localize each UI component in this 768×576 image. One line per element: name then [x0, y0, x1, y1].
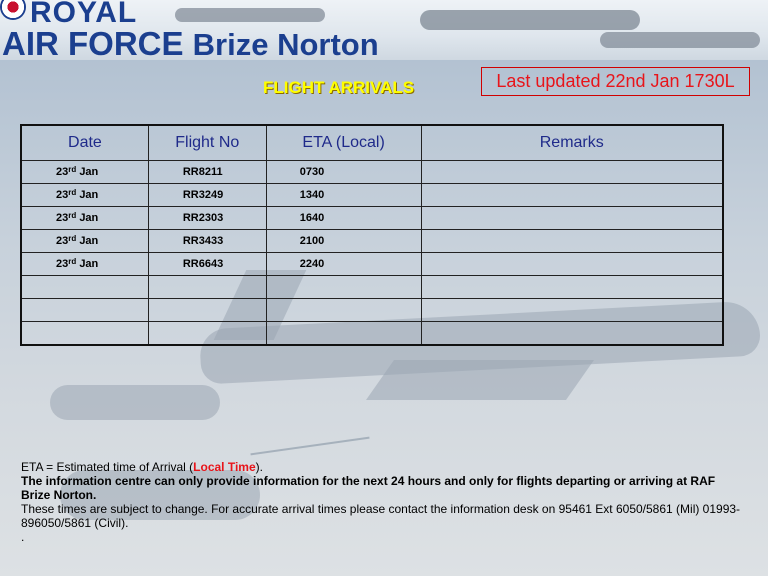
logo-air-force-text: AIR FORCE	[2, 25, 184, 60]
empty-cell	[148, 299, 266, 322]
date-suffix: rd	[68, 257, 77, 266]
remarks-cell	[421, 161, 723, 184]
footer-notes	[21, 460, 741, 544]
date-day: 23	[56, 189, 69, 201]
date-month: Jan	[79, 235, 99, 247]
date-cell	[21, 253, 148, 276]
empty-table-row	[21, 299, 723, 322]
column-header-eta: ETA (Local)	[266, 125, 421, 161]
table-body	[21, 161, 723, 346]
contact-note: These times are subject to change. For accurate arrival times please contact the information desk on 95461 Ext 6050/5861 (Mil) 01993-896050/5861 (Civil).	[21, 502, 741, 530]
empty-cell	[148, 276, 266, 299]
last-updated-box: Last updated 22nd Jan 1730L	[481, 67, 750, 96]
flight-no-cell: RR3249	[148, 184, 266, 207]
eta-cell: 0730	[266, 161, 421, 184]
table-row	[21, 230, 723, 253]
eta-definition-end: ).	[255, 460, 263, 474]
fighter-jet-upper	[50, 385, 220, 420]
date-day: 23	[56, 235, 69, 247]
eta-cell: 1640	[266, 207, 421, 230]
trailing-dot: .	[21, 530, 25, 544]
empty-cell	[421, 276, 723, 299]
empty-cell	[148, 322, 266, 346]
tanker-aircraft-wing	[366, 360, 594, 400]
header-banner	[0, 0, 768, 60]
date-month: Jan	[79, 166, 99, 178]
date-suffix: rd	[68, 165, 77, 174]
flight-no-cell: RR6643	[148, 253, 266, 276]
eta-definition	[21, 460, 741, 474]
date-suffix: rd	[68, 211, 77, 220]
logo-royal: ROYAL	[30, 0, 138, 29]
header-aircraft-3	[600, 32, 760, 48]
page-title: FLIGHT ARRIVALS	[263, 78, 415, 97]
date-cell	[21, 207, 148, 230]
date-month: Jan	[79, 212, 99, 224]
flight-no-cell: RR3433	[148, 230, 266, 253]
date-cell	[21, 161, 148, 184]
empty-cell	[421, 322, 723, 346]
eta-cell: 2240	[266, 253, 421, 276]
eta-cell: 2100	[266, 230, 421, 253]
remarks-cell	[421, 253, 723, 276]
date-month: Jan	[79, 258, 99, 270]
logo-place: Brize Norton	[192, 27, 379, 60]
empty-cell	[21, 276, 148, 299]
table-row	[21, 184, 723, 207]
flight-no-cell: RR8211	[148, 161, 266, 184]
column-header-remarks: Remarks	[421, 125, 723, 161]
table-row	[21, 207, 723, 230]
date-suffix: rd	[68, 234, 77, 243]
empty-cell	[21, 322, 148, 346]
eta-cell: 1340	[266, 184, 421, 207]
column-header-date: Date	[21, 125, 148, 161]
table-row	[21, 253, 723, 276]
header-aircraft-2	[420, 10, 640, 30]
empty-table-row	[21, 322, 723, 346]
column-header-flight-no: Flight No	[148, 125, 266, 161]
local-time-highlight: Local Time	[193, 460, 256, 474]
remarks-cell	[421, 184, 723, 207]
table-row	[21, 161, 723, 184]
raf-roundel-icon	[0, 0, 26, 20]
eta-definition-text: ETA = Estimated time of Arrival (	[21, 460, 194, 474]
date-day: 23	[56, 166, 69, 178]
flight-arrivals-table	[20, 124, 724, 346]
date-day: 23	[56, 212, 69, 224]
table-header-row	[21, 125, 723, 161]
empty-cell	[266, 322, 421, 346]
remarks-cell	[421, 207, 723, 230]
empty-cell	[21, 299, 148, 322]
flight-no-cell: RR2303	[148, 207, 266, 230]
logo-air-force	[2, 27, 379, 60]
empty-cell	[266, 276, 421, 299]
date-day: 23	[56, 258, 69, 270]
empty-table-row	[21, 276, 723, 299]
header-aircraft-1	[175, 8, 325, 22]
date-month: Jan	[79, 189, 99, 201]
information-centre-note: The information centre can only provide information for the next 24 hours and only for flights departing or arriving at RAF Brize Norton.	[21, 474, 716, 502]
empty-cell	[266, 299, 421, 322]
refuel-hose	[250, 437, 369, 456]
date-suffix: rd	[68, 188, 77, 197]
date-cell	[21, 230, 148, 253]
remarks-cell	[421, 230, 723, 253]
empty-cell	[421, 299, 723, 322]
date-cell	[21, 184, 148, 207]
